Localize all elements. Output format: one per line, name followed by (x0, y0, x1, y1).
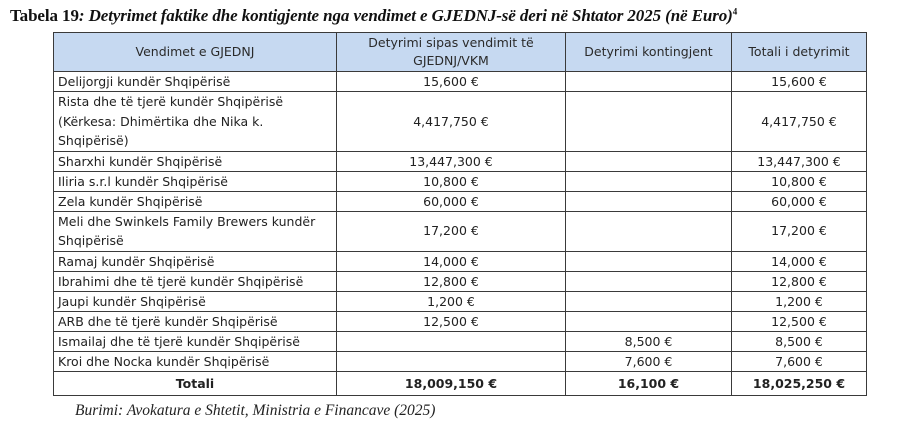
contingent-amount (566, 151, 732, 171)
table-row (54, 311, 867, 331)
case-name: Zela kundër Shqipërisë (54, 191, 337, 211)
total-amount: 10,800 € (732, 171, 867, 191)
case-name: Jaupi kundër Shqipërisë (54, 291, 337, 311)
contingent-amount (566, 271, 732, 291)
decision-amount: 10,800 € (337, 171, 566, 191)
decision-amount: 12,500 € (337, 311, 566, 331)
table-row (54, 331, 867, 351)
case-name: Ismailaj dhe të tjerë kundër Shqipërisë (54, 331, 337, 351)
total-amount: 15,600 € (732, 72, 867, 92)
table-row (54, 291, 867, 311)
total-label: Totali (54, 371, 337, 395)
case-name: ARB dhe të tjerë kundër Shqipërisë (54, 311, 337, 331)
table-row (54, 211, 867, 251)
total-amount: 17,200 € (732, 211, 867, 251)
table-row (54, 251, 867, 271)
table-row (54, 171, 867, 191)
total-amount: 60,000 € (732, 191, 867, 211)
column-header-decisions: Vendimet e GJEDNJ (54, 33, 337, 72)
caption-title: : Detyrimet faktike dhe kontigjente nga vendimet e GJEDNJ-së deri në Shtator 2025 (në Euro) (78, 6, 733, 25)
contingent-amount (566, 311, 732, 331)
decision-amount: 13,447,300 € (337, 151, 566, 171)
contingent-amount (566, 211, 732, 251)
total-amount: 7,600 € (732, 351, 867, 371)
case-name: Delijorgji kundër Shqipërisë (54, 72, 337, 92)
total-amount: 14,000 € (732, 251, 867, 271)
case-name: Ramaj kundër Shqipërisë (54, 251, 337, 271)
total-amount: 4,417,750 € (732, 92, 867, 152)
decision-amount: 1,200 € (337, 291, 566, 311)
case-name: Kroi dhe Nocka kundër Shqipërisë (54, 351, 337, 371)
total-decision-amount: 18,009,150 € (337, 371, 566, 395)
table-row (54, 351, 867, 371)
contingent-amount: 7,600 € (566, 351, 732, 371)
total-amount: 12,500 € (732, 311, 867, 331)
decision-amount (337, 351, 566, 371)
table-row (54, 271, 867, 291)
table-caption (10, 6, 737, 26)
obligations-table (53, 32, 867, 396)
table-row (54, 72, 867, 92)
caption-label: Tabela 19 (10, 6, 79, 25)
table-row (54, 92, 867, 152)
footnote-marker: 4 (732, 6, 738, 17)
contingent-amount (566, 92, 732, 152)
decision-amount: 17,200 € (337, 211, 566, 251)
grand-total-amount: 18,025,250 € (732, 371, 867, 395)
table-row (54, 191, 867, 211)
decision-amount: 4,417,750 € (337, 92, 566, 152)
contingent-amount: 8,500 € (566, 331, 732, 351)
contingent-amount (566, 171, 732, 191)
decision-amount (337, 331, 566, 351)
column-header-decision-obligation: Detyrimi sipas vendimit të GJEDNJ/VKM (337, 33, 566, 72)
total-contingent-amount: 16,100 € (566, 371, 732, 395)
contingent-amount (566, 291, 732, 311)
column-header-contingent: Detyrimi kontingjent (566, 33, 732, 72)
case-name: Meli dhe Swinkels Family Brewers kundër Shqipërisë (54, 211, 337, 251)
contingent-amount (566, 72, 732, 92)
column-header-total: Totali i detyrimit (732, 33, 867, 72)
contingent-amount (566, 251, 732, 271)
total-amount: 8,500 € (732, 331, 867, 351)
decision-amount: 60,000 € (337, 191, 566, 211)
contingent-amount (566, 191, 732, 211)
decision-amount: 15,600 € (337, 72, 566, 92)
case-name: Sharxhi kundër Shqipërisë (54, 151, 337, 171)
decision-amount: 12,800 € (337, 271, 566, 291)
case-name: Iliria s.r.l kundër Shqipërisë (54, 171, 337, 191)
case-name: Rista dhe të tjerë kundër Shqipërisë (Kërkesa: Dhimërtika dhe Nika k. Shqipërisë) (54, 92, 337, 152)
table-row (54, 151, 867, 171)
case-name: Ibrahimi dhe të tjerë kundër Shqipërisë (54, 271, 337, 291)
source-note: Burimi: Avokatura e Shtetit, Ministria e Financave (2025) (75, 402, 436, 419)
table-header-row (54, 33, 867, 72)
total-amount: 1,200 € (732, 291, 867, 311)
total-row (54, 371, 867, 395)
total-amount: 13,447,300 € (732, 151, 867, 171)
total-amount: 12,800 € (732, 271, 867, 291)
decision-amount: 14,000 € (337, 251, 566, 271)
